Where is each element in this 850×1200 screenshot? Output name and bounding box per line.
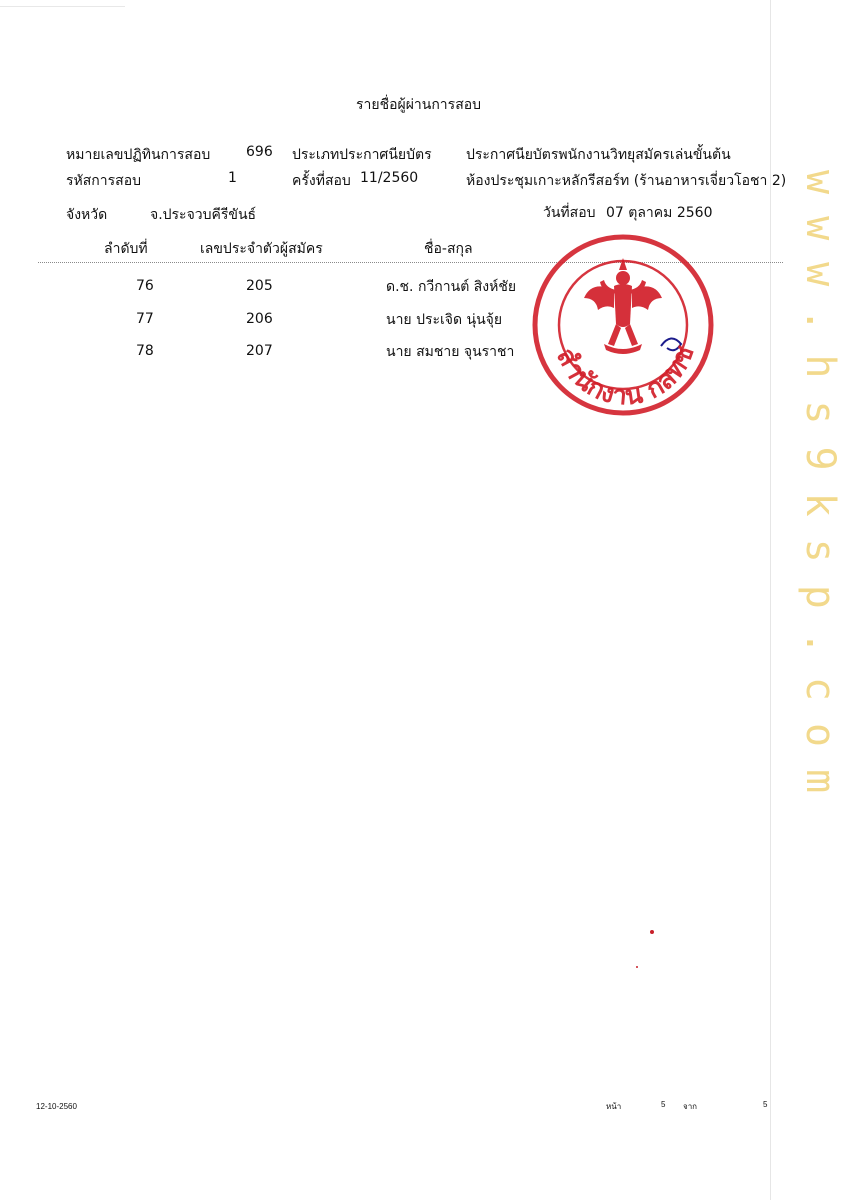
- footer-date: 12-10-2560: [36, 1102, 77, 1111]
- garuda-emblem: [584, 258, 662, 354]
- cert-type-value: ประกาศนียบัตรพนักงานวิทยุสมัครเล่นขั้นต้น: [466, 147, 731, 163]
- page-title: รายชื่อผู้ผ่านการสอบ: [356, 97, 482, 113]
- round-label: ครั้งที่สอบ: [292, 173, 351, 189]
- ink-speck: [636, 966, 638, 968]
- venue: ห้องประชุมเกาะหลักรีสอร์ท (ร้านอาหารเจี่ยวโอชา 2): [466, 173, 787, 189]
- watermark-text: www.hs9ksp.com: [797, 170, 842, 816]
- exam-date-label: วันที่สอบ: [543, 205, 596, 221]
- exam-session-label: หมายเลขปฏิทินการสอบ: [66, 147, 211, 163]
- cert-type-label: ประเภทประกาศนียบัตร: [292, 147, 432, 163]
- footer-page-number: 5: [661, 1100, 666, 1109]
- vertical-watermark: [772, 140, 842, 1100]
- row-applicant-id: 206: [246, 311, 273, 327]
- row-applicant-id: 205: [246, 278, 273, 294]
- row-applicant-id: 207: [246, 343, 273, 359]
- exam-session-value: 696: [246, 144, 273, 160]
- footer-of-label: จาก: [683, 1102, 698, 1111]
- stamp-text: สำนักงาน กสทช: [550, 341, 701, 412]
- top-edge-line: [0, 6, 125, 7]
- exam-code-label: รหัสการสอบ: [66, 173, 141, 189]
- row-no: 76: [136, 278, 154, 294]
- round-value: 11/2560: [360, 170, 419, 186]
- footer-page-total: 5: [763, 1100, 768, 1109]
- exam-code-value: 1: [228, 170, 237, 186]
- row-name: นาย ประเจิด นุ่นจุ้ย: [386, 312, 503, 328]
- ink-speck: [650, 930, 654, 934]
- footer-page-label: หน้า: [606, 1102, 622, 1111]
- col-header-no: ลำดับที่: [104, 241, 148, 257]
- row-no: 78: [136, 343, 154, 359]
- row-name: ด.ช. กวีกานต์ สิงห์ชัย: [386, 279, 517, 295]
- row-no: 77: [136, 311, 154, 327]
- stamp-graphic: [526, 228, 716, 418]
- row-name: นาย สมชาย จุนราชา: [386, 344, 515, 360]
- col-header-name: ชื่อ-สกุล: [424, 241, 473, 257]
- province-label: จังหวัด: [66, 207, 108, 223]
- official-stamp: [526, 228, 716, 418]
- col-header-applicant-id: เลขประจำตัวผู้สมัคร: [200, 241, 323, 257]
- province-value: จ.ประจวบคีรีขันธ์: [150, 207, 257, 223]
- exam-date-value: 07 ตุลาคม 2560: [606, 205, 713, 221]
